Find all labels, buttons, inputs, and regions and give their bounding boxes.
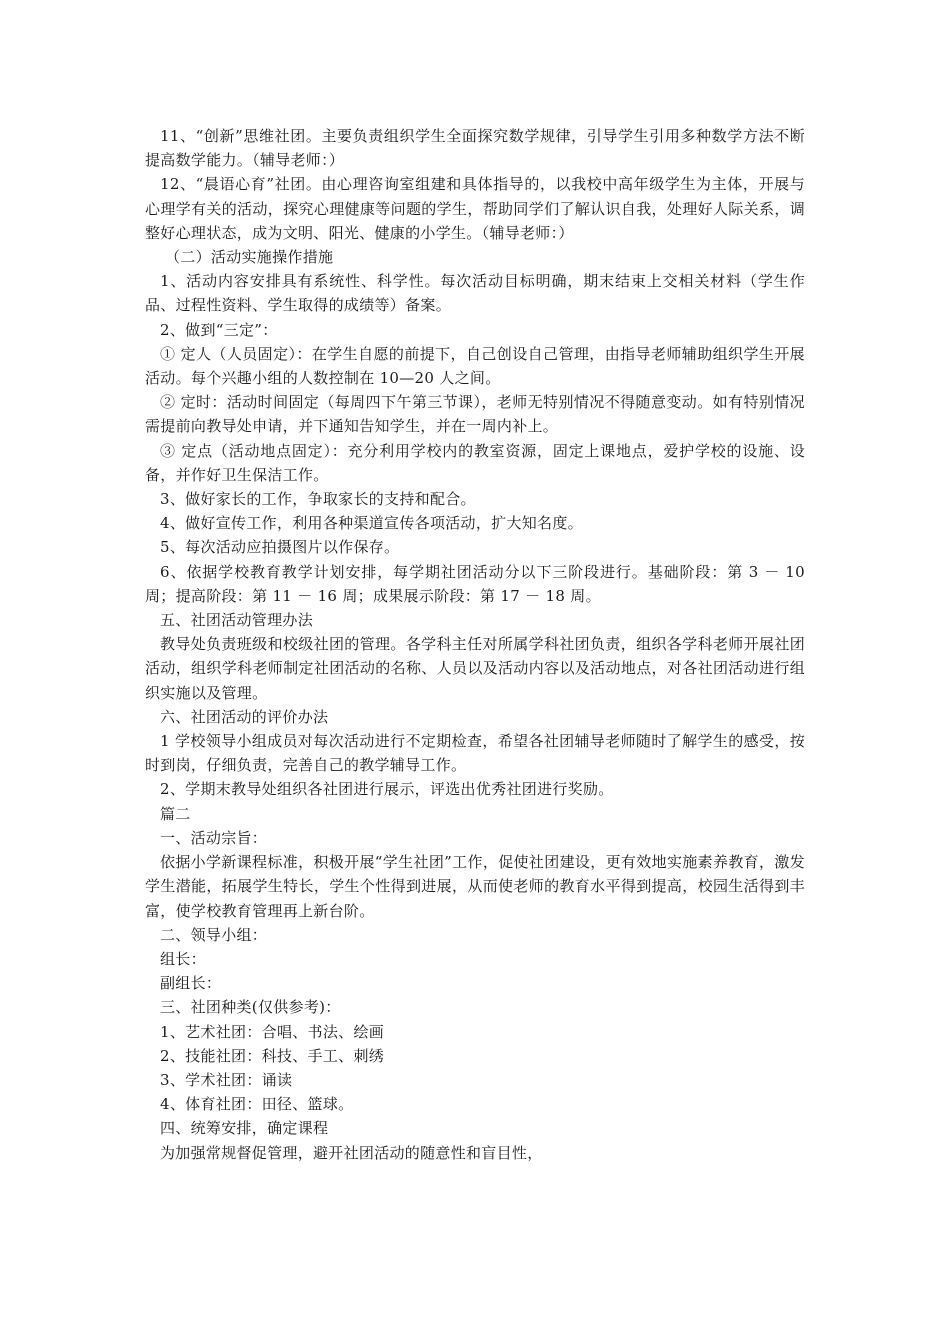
paragraph-management: 教导处负责班级和校级社团的管理。各学科主任对所属学科社团负责，组织各学科老师开展社团活动，组织学科老师制定社团活动的名称、人员以及活动内容以及活动地点，对各社团活动进行组织实施以及管理。 (145, 635, 805, 702)
paragraph-leader: 组长： (160, 949, 206, 968)
list-item-sports-club: 4、体育社团：田径、篮球。 (160, 1095, 354, 1114)
paragraph-measure-6: 6、依据学校教育教学计划安排，每学期社团活动分以下三阶段进行。基础阶段：第 3 － 10 周；提高阶段：第 11 － 16 周；成果展示阶段：第 17 － 18 周。 (145, 562, 805, 605)
paragraph-deputy-leader: 副组长： (160, 974, 222, 993)
section-heading-leadership: 二、领导小组： (160, 925, 268, 944)
list-item-academic-club: 3、学术社团：诵读 (160, 1070, 293, 1089)
list-item-art-club: 1、艺术社团：合唱、书法、绘画 (160, 1022, 385, 1041)
list-item-skill-club: 2、技能社团：科技、手工、刺绣 (160, 1046, 385, 1065)
section-heading-management: 五、社团活动管理办法 (160, 611, 314, 630)
paragraph-club-11: 11、“创新”思维社团。主要负责组织学生全面探究数学规律，引导学生引用多种数学方法不断提高数学能力。（辅导老师：） (145, 127, 805, 170)
paragraph-evaluation-2: 2、学期末教导处组织各社团进行展示，评选出优秀社团进行奖励。 (160, 780, 614, 799)
paragraph-measure-4: 4、做好宣传工作，利用各种渠道宣传各项活动，扩大知名度。 (160, 514, 583, 533)
section-heading-curriculum: 四、统筹安排，确定课程 (160, 1119, 329, 1138)
paragraph-measure-5: 5、每次活动应拍摄图片以作保存。 (160, 538, 400, 557)
paragraph-fixed-people: ① 定人（人员固定）：在学生自愿的前提下，自己创设自己管理，由指导老师辅助组织学生开展活动。每个兴趣小组的人数控制在 10—20 人之间。 (145, 344, 805, 388)
paragraph-measure-2: 2、做到“三定”： (160, 320, 278, 339)
paragraph-measure-3: 3、做好家长的工作，争取家长的支持和配合。 (160, 490, 476, 509)
paragraph-measure-1: 1、活动内容安排具有系统性、科学性。每次活动目标明确，期末结束上交相关材料（学生作品、过程性资料、学生取得的成绩等）备案。 (145, 272, 805, 315)
section-heading-measures: （二）活动实施操作措施 (165, 248, 334, 267)
document-body (145, 124, 805, 1165)
section-heading-purpose: 一、活动宗旨： (160, 828, 268, 847)
section-heading-evaluation: 六、社团活动的评价办法 (160, 707, 329, 726)
paragraph-club-12: 12、“晨语心育”社团。由心理咨询室组建和具体指导的，以我校中高年级学生为主体，开展与心理学有关的活动，探究心理健康等问题的学生，帮助同学们了解认识自我，处理好人际关系，调整好心理状态，成为文明、阳光、健康的小学生。（辅导老师：） (145, 175, 805, 242)
paragraph-purpose: 依据小学新课程标准，积极开展“学生社团”工作，促使社团建设，更有效地实施素养教育，激发学生潜能，拓展学生特长，学生个性得到进展，从而使老师的教育水平得到提高，校园生活得到丰富，使学校教育管理再上新台阶。 (145, 853, 805, 920)
part-heading: 篇二 (160, 804, 191, 823)
paragraph-evaluation-1: 1 学校领导小组成员对每次活动进行不定期检查，希望各社团辅导老师随时了解学生的感受，按时到岗，仔细负责，完善自己的教学辅导工作。 (145, 732, 805, 775)
paragraph-curriculum: 为加强常规督促管理，避开社团活动的随意性和盲目性， (160, 1143, 543, 1162)
paragraph-fixed-place: ③ 定点（活动地点固定）：充分利用学校内的教室资源，固定上课地点，爱护学校的设施、设备，并作好卫生保洁工作。 (145, 441, 805, 484)
paragraph-fixed-time: ② 定时：活动时间固定（每周四下午第三节课），老师无特别情况不得随意变动。如有特别情况需提前向教导处申请，并下通知告知学生，并在一周内补上。 (145, 393, 805, 436)
section-heading-club-types: 三、社团种类(仅供参考)： (160, 998, 341, 1017)
